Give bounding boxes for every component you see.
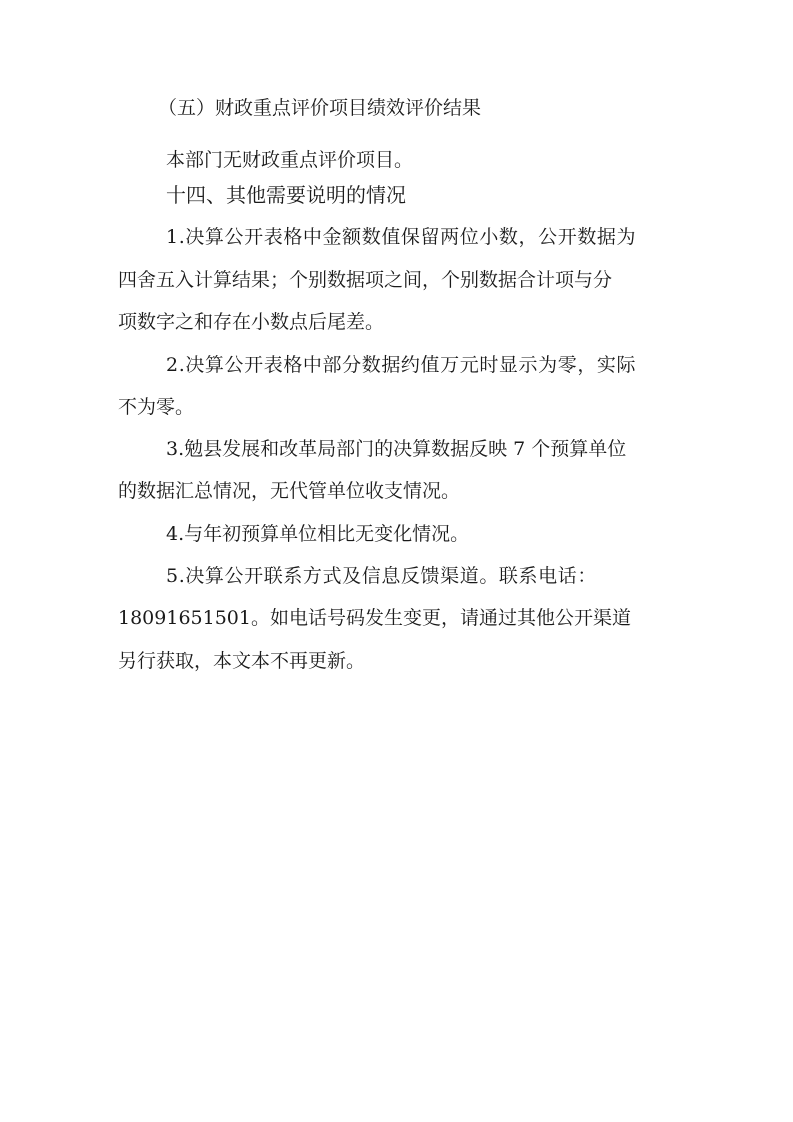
item-4-line-1: 4.与年初预算单位相比无变化情况。 bbox=[166, 523, 470, 545]
item-5-line-1: 5.决算公开联系方式及信息反馈渠道。联系电话： bbox=[166, 565, 597, 587]
item-5-line-3: 另行获取，本文本不再更新。 bbox=[118, 650, 366, 672]
item-3-line-1: 3.勉县发展和改革局部门的决算数据反映 7 个预算单位 bbox=[166, 438, 627, 460]
item-5-line-2: 18091651501。如电话号码发生变更，请通过其他公开渠道 bbox=[118, 607, 631, 629]
item-1-line-3: 项数字之和存在小数点后尾差。 bbox=[118, 311, 385, 333]
item-1-line-2: 四舍五入计算结果；个别数据项之间，个别数据合计项与分 bbox=[118, 269, 613, 291]
item-1-line-1: 1.决算公开表格中金额数值保留两位小数，公开数据为 bbox=[166, 226, 637, 248]
section-body: 本部门无财政重点评价项目。 bbox=[166, 149, 414, 171]
item-2-line-1: 2.决算公开表格中部分数据约值万元时显示为零，实际 bbox=[166, 354, 637, 376]
item-2-line-2: 不为零。 bbox=[118, 396, 195, 418]
chapter-title: 十四、其他需要说明的情况 bbox=[166, 183, 406, 207]
item-3-line-2: 的数据汇总情况，无代管单位收支情况。 bbox=[118, 480, 461, 502]
section-title: （五）财政重点评价项目绩效评价结果 bbox=[158, 97, 482, 119]
